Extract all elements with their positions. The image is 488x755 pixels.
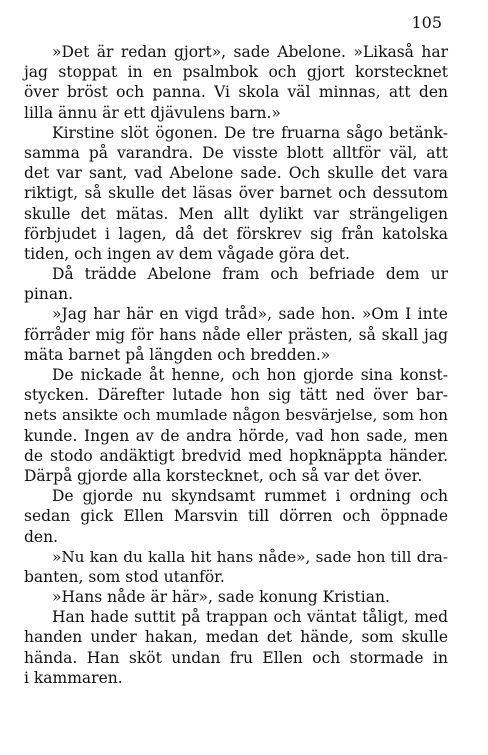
text-line: de stodo andäktigt bredvid med hopknäppta händer. xyxy=(24,446,448,465)
text-line: stycken. Därefter lutade hon sig tätt ned över bar- xyxy=(24,386,448,405)
body-text xyxy=(24,42,448,688)
text-line: kunde. Ingen av de andra hörde, vad hon sade, men xyxy=(24,426,448,445)
text-line: »Det är redan gjort», sade Abelone. »Likaså har xyxy=(52,43,448,61)
text-line: i kammaren. xyxy=(24,668,123,687)
text-line: »Hans nåde är här», sade konung Kristian. xyxy=(52,588,390,607)
text-line: »Nu kan du kalla hit hans nåde», sade hon till dra- xyxy=(52,547,448,566)
text-line: pinan. xyxy=(24,285,74,304)
text-line: samma på varandra. De visste blott alltför väl, att xyxy=(24,143,448,162)
text-line: nets ansikte och mumlade någon besvärjelse, som hon xyxy=(24,406,448,425)
text-line: handen under hakan, medan det hände, som skulle xyxy=(24,628,448,647)
text-line: över bröst och panna. Vi skola väl minnas, att den xyxy=(24,83,448,102)
text-line: riktigt, så skulle det läsas över barnet och dessutom xyxy=(24,184,448,203)
text-line: mäta barnet på längden och bredden.» xyxy=(24,345,331,364)
text-line: De nickade åt henne, och hon gjorde sina konst- xyxy=(52,366,448,384)
text-line: förbjudet i lagen, då det förskrev sig från katolska xyxy=(24,224,448,243)
text-line: De gjorde nu skyndsamt rummet i ordning och xyxy=(52,487,448,506)
text-line: det var sant, vad Abelone sade. Och skulle det vara xyxy=(24,164,448,183)
text-line: lilla ännu är ett djävulens barn.» xyxy=(24,103,281,122)
text-line: förråder mig för hans nåde eller prästen, så skall jag xyxy=(24,325,448,344)
text-line: tiden, och ingen av dem vågade göra det. xyxy=(24,244,350,263)
text-line: banten, som stod utanför. xyxy=(24,567,225,586)
text-line: Därpå gjorde alla korstecknet, och så var det över. xyxy=(24,466,423,485)
text-line: Då trädde Abelone fram och befriade dem ur xyxy=(52,265,448,284)
page-number: 105 xyxy=(411,13,442,32)
text-line: skulle det mätas. Men allt dylikt var strängeligen xyxy=(24,204,448,223)
text-line: »Jag har här en vigd tråd», sade hon. »Om I inte xyxy=(52,305,448,324)
text-line: hända. Han sköt undan fru Ellen och stormade in xyxy=(24,648,448,667)
text-line: jag stoppat in en psalmbok och gjort korstecknet xyxy=(24,63,448,82)
text-line: sedan gick Ellen Marsvin till dörren och öppnade xyxy=(24,507,448,526)
text-line: Han hade suttit på trappan och väntat tåligt, med xyxy=(52,608,448,627)
text-line: Kirstine slöt ögonen. De tre fruarna sågo betänk- xyxy=(52,123,448,142)
text-line: den. xyxy=(24,527,59,546)
